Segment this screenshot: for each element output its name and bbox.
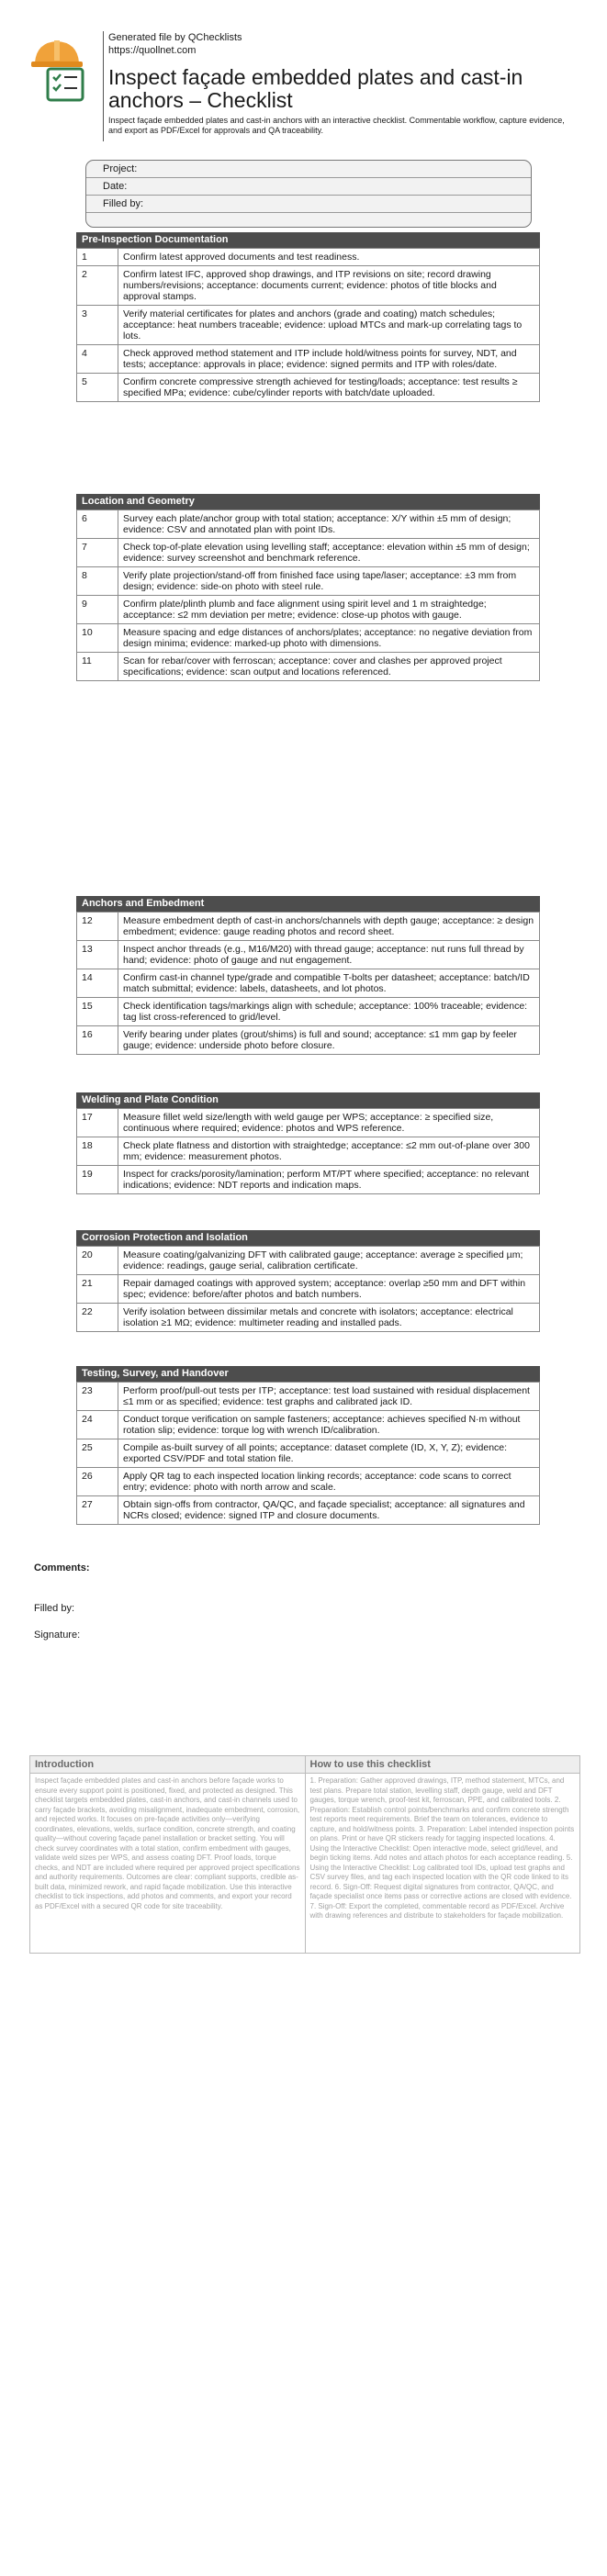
section-title: Anchors and Embedment xyxy=(76,896,540,912)
checklist-row[interactable] xyxy=(77,596,540,624)
header-divider xyxy=(103,31,104,141)
item-number: 8 xyxy=(77,567,118,596)
section-title: Location and Geometry xyxy=(76,494,540,510)
item-number: 18 xyxy=(77,1137,118,1166)
checklist-row[interactable] xyxy=(77,1304,540,1332)
checklist-row[interactable] xyxy=(77,624,540,653)
checklist-table xyxy=(76,248,540,402)
checklist-table xyxy=(76,1108,540,1194)
generator-info xyxy=(108,31,242,57)
item-text: Verify bearing under plates (grout/shims) is full and sound; acceptance: ≤1 mm gap by feeler gauge; evidence: underside photo before closure. xyxy=(118,1026,540,1055)
checklist-row[interactable] xyxy=(77,1166,540,1194)
item-number: 20 xyxy=(77,1247,118,1275)
item-number: 3 xyxy=(77,306,118,345)
section-welding-plate xyxy=(76,1092,540,1194)
checklist-row[interactable] xyxy=(77,969,540,998)
checklist-table xyxy=(76,1246,540,1332)
item-number: 5 xyxy=(77,374,118,402)
checklist-row[interactable] xyxy=(77,1109,540,1137)
item-number: 24 xyxy=(77,1411,118,1439)
page-description: Inspect façade embedded plates and cast-in anchors with an interactive checklist. Commentable workflow, capture evidence, and export as PDF/Excel for approvals and QA traceability. xyxy=(108,116,565,135)
item-number: 27 xyxy=(77,1496,118,1525)
checklist-row[interactable] xyxy=(77,913,540,941)
checklist-row[interactable] xyxy=(77,1411,540,1439)
item-text: Measure embedment depth of cast-in anchors/channels with depth gauge; acceptance: ≥ design embedment; evidence: gauge reading photos and record sheet. xyxy=(118,913,540,941)
page-title: Inspect façade embedded plates and cast-in anchors – Checklist xyxy=(108,65,523,112)
checklist-row[interactable] xyxy=(77,567,540,596)
item-text: Measure spacing and edge distances of anchors/plates; acceptance: no negative deviation from design minima; evidence: marked-up photo with dimensions. xyxy=(118,624,540,653)
item-text: Inspect anchor threads (e.g., M16/M20) with thread gauge; acceptance: nut runs full thread by hand; evidence: photo of gauge and nut engagement. xyxy=(118,941,540,969)
item-text: Apply QR tag to each inspected location linking records; acceptance: code scans to correct entry; evidence: photo with north arrow and scale. xyxy=(118,1468,540,1496)
checklist-row[interactable] xyxy=(77,1468,540,1496)
checklist-row[interactable] xyxy=(77,998,540,1026)
item-text: Measure fillet weld size/length with weld gauge per WPS; acceptance: ≥ specified size, continuous where required; evidence: photos and WPS reference. xyxy=(118,1109,540,1137)
checklist-row[interactable] xyxy=(77,374,540,402)
checklist-row[interactable] xyxy=(77,306,540,345)
item-number: 15 xyxy=(77,998,118,1026)
item-number: 2 xyxy=(77,266,118,306)
item-text: Check plate flatness and distortion with straightedge; acceptance: ≤2 mm out-of-plane over 300 mm; evidence: measurement photos. xyxy=(118,1137,540,1166)
item-text: Check top-of-plate elevation using levelling staff; acceptance: elevation within ±5 mm of design; evidence: survey screenshot and benchmark reference. xyxy=(118,539,540,567)
how-to-column xyxy=(305,1756,580,1953)
item-number: 10 xyxy=(77,624,118,653)
item-number: 17 xyxy=(77,1109,118,1137)
comments-label: Comments: xyxy=(34,1562,90,1574)
checklist-table xyxy=(76,510,540,681)
item-number: 7 xyxy=(77,539,118,567)
checklist-row[interactable] xyxy=(77,1026,540,1055)
date-field[interactable]: Date: xyxy=(86,178,531,196)
checklist-row[interactable] xyxy=(77,1137,540,1166)
item-number: 9 xyxy=(77,596,118,624)
filled-by-label: Filled by: xyxy=(34,1603,75,1614)
item-number: 23 xyxy=(77,1383,118,1411)
checklist-row[interactable] xyxy=(77,266,540,306)
item-text: Measure coating/galvanizing DFT with calibrated gauge; acceptance: average ≥ specified µm; evidence: readings, gauge serial, calibration certificate. xyxy=(118,1247,540,1275)
filled-by-field[interactable]: Filled by: xyxy=(86,196,531,213)
how-to-text: 1. Preparation: Gather approved drawings, ITP, method statement, MTCs, and test plans. Prepare total station, levelling staff, depth gauge, weld and DFT gauges, torque wrench, proof-test kit, ferroscan, PPE, and calibrated tools. 2. Preparation: Establish control points/benchmarks and confirm concrete strength test reports meet requirements. Brief the team on tolerances, evidence to capture, and hold/witness points. 3. Preparation: Label intended inspection points on plans. Print or have QR stickers ready for tagging inspected locations. 4. Using the Interactive Checklist: Open interactive mode, select grid/level, and begin ticking items. Add notes and attach photos for each acceptance reading. 5. Using the Interactive Checklist: Log calibrated tool IDs, upload test graphs and CSV survey files, and tag each inspected location with the QR code linked to its record. 6. Sign-Off: Request digital signatures from contractor, QA/QC, and façade specialist once items pass or corrective actions are closed with evidence. 7. Sign-Off: Export the completed, commentable record as PDF/Excel. Archive with drawing references and distribute to stakeholders for façade mobilization. xyxy=(309,1776,575,1920)
info-panel xyxy=(29,1755,580,1954)
checklist-row[interactable] xyxy=(77,1496,540,1525)
project-field[interactable]: Project: xyxy=(86,161,531,178)
introduction-column xyxy=(30,1756,305,1953)
checklist-row[interactable] xyxy=(77,1439,540,1468)
item-text: Scan for rebar/cover with ferroscan; acceptance: cover and clashes per approved project specifications; evidence: scan output and locations referenced. xyxy=(118,653,540,681)
section-pre-inspection xyxy=(76,232,540,402)
checklist-table xyxy=(76,912,540,1055)
item-text: Perform proof/pull-out tests per ITP; acceptance: test load sustained with residual displacement ≤1 mm or as specified; evidence: test graphs and calibrated jack ID. xyxy=(118,1383,540,1411)
checklist-row[interactable] xyxy=(77,1247,540,1275)
item-text: Verify material certificates for plates and anchors (grade and coating) match schedules; acceptance: heat numbers traceable; evidence: upload MTCs and mark-up correlating tags to lots. xyxy=(118,306,540,345)
item-text: Compile as-built survey of all points; acceptance: dataset complete (ID, X, Y, Z); evidence: exported CSV/PDF and total station file. xyxy=(118,1439,540,1468)
section-testing-handover xyxy=(76,1366,540,1525)
item-number: 11 xyxy=(77,653,118,681)
section-location-geometry xyxy=(76,494,540,681)
item-number: 14 xyxy=(77,969,118,998)
section-title: Corrosion Protection and Isolation xyxy=(76,1230,540,1246)
checklist-row[interactable] xyxy=(77,345,540,374)
item-number: 26 xyxy=(77,1468,118,1496)
item-number: 22 xyxy=(77,1304,118,1332)
introduction-title: Introduction xyxy=(30,1756,305,1774)
item-text: Repair damaged coatings with approved system; acceptance: overlap ≥50 mm and DFT within spec; evidence: before/after photos and batch numbers. xyxy=(118,1275,540,1304)
item-text: Verify plate projection/stand-off from finished face using tape/laser; acceptance: ±3 mm from design; evidence: side-on photo with steel rule. xyxy=(118,567,540,596)
item-number: 1 xyxy=(77,249,118,266)
checklist-row[interactable] xyxy=(77,653,540,681)
item-text: Check identification tags/markings align with schedule; acceptance: 100% traceable; evidence: tag list cross-referenced to grid/level. xyxy=(118,998,540,1026)
generated-by: Generated file by QChecklists xyxy=(108,32,242,43)
checklist-row[interactable] xyxy=(77,510,540,539)
checklist-row[interactable] xyxy=(77,1383,540,1411)
item-number: 25 xyxy=(77,1439,118,1468)
checklist-row[interactable] xyxy=(77,249,540,266)
section-title: Pre-Inspection Documentation xyxy=(76,232,540,248)
item-text: Confirm latest approved documents and test readiness. xyxy=(118,249,540,266)
section-anchors-embedment xyxy=(76,896,540,1055)
document-header xyxy=(29,28,580,147)
checklist-row[interactable] xyxy=(77,1275,540,1304)
checklist-row[interactable] xyxy=(77,539,540,567)
section-title: Testing, Survey, and Handover xyxy=(76,1366,540,1382)
item-text: Verify isolation between dissimilar metals and concrete with isolators; acceptance: electrical isolation ≥1 MΩ; evidence: multimeter reading and installed pads. xyxy=(118,1304,540,1332)
checklist-table xyxy=(76,1382,540,1525)
item-number: 6 xyxy=(77,510,118,539)
item-text: Survey each plate/anchor group with total station; acceptance: X/Y within ±5 mm of design; evidence: CSV and annotated plan with point IDs. xyxy=(118,510,540,539)
source-url[interactable]: https://quollnet.com xyxy=(108,45,197,56)
item-number: 21 xyxy=(77,1275,118,1304)
item-number: 19 xyxy=(77,1166,118,1194)
item-text: Obtain sign-offs from contractor, QA/QC, and façade specialist; acceptance: all signatures and NCRs closed; evidence: signed ITP and closure documents. xyxy=(118,1496,540,1525)
signature-label: Signature: xyxy=(34,1630,81,1641)
item-number: 4 xyxy=(77,345,118,374)
item-text: Conduct torque verification on sample fasteners; acceptance: achieves specified N·m without rotation slip; evidence: torque log with wrench ID/calibration. xyxy=(118,1411,540,1439)
item-number: 12 xyxy=(77,913,118,941)
introduction-text: Inspect façade embedded plates and cast-in anchors before façade works to ensure every support point is positioned, fixed, and protected as designed. This checklist targets embedded plates, cast-in anchors, and cast-in channels used to carry façade brackets, avoiding misalignment, inadequate embedment, corrosion, and rejected works. It focuses on pre-façade activities only—verifying coordinates, elevations, welds, surface condition, concrete strength, and coating quality—without covering façade panel installation or bracket setting. You will check survey coordinates with a total station, confirm embedment with gauges, validate weld sizes per WPS, and assess coating DFT. Proof loads, torque checks, and NDT are included where required per approved project specifications and authority requirements. Outcomes are clear: compliant supports, credible as-built data, minimized rework, and rapid façade mobilization. Use this interactive checklist to tick inspections, add photos and comments, and export your record as PDF/Excel with a secured QR code for site traceability. xyxy=(35,1776,300,1910)
item-number: 16 xyxy=(77,1026,118,1055)
section-title: Welding and Plate Condition xyxy=(76,1092,540,1108)
item-text: Confirm plate/plinth plumb and face alignment using spirit level and 1 m straightedge; acceptance: ≤2 mm deviation per metre; evidence: close-up photos with gauge. xyxy=(118,596,540,624)
section-corrosion-protection xyxy=(76,1230,540,1332)
item-text: Inspect for cracks/porosity/lamination; perform MT/PT where specified; acceptance: no relevant indications; evidence: NDT reports and indication maps. xyxy=(118,1166,540,1194)
item-text: Confirm cast-in channel type/grade and compatible T-bolts per datasheet; acceptance: batch/ID match submittal; evidence: labels, datasheets, and lot photos. xyxy=(118,969,540,998)
item-number: 13 xyxy=(77,941,118,969)
project-info-form xyxy=(85,160,532,228)
item-text: Confirm latest IFC, approved shop drawings, and ITP revisions on site; record drawing numbers/revisions; acceptance: documents current; evidence: photos of title blocks and approval stamps. xyxy=(118,266,540,306)
helmet-checklist-logo-icon xyxy=(29,37,96,103)
how-to-title: How to use this checklist xyxy=(306,1756,580,1774)
item-text: Check approved method statement and ITP include hold/witness points for survey, NDT, and tests; acceptance: approvals in place; evidence: signed permits and ITP with roles/date. xyxy=(118,345,540,374)
checklist-row[interactable] xyxy=(77,941,540,969)
item-text: Confirm concrete compressive strength achieved for testing/loads; acceptance: test results ≥ specified MPa; evidence: cube/cylinder reports with batch/date uploaded. xyxy=(118,374,540,402)
